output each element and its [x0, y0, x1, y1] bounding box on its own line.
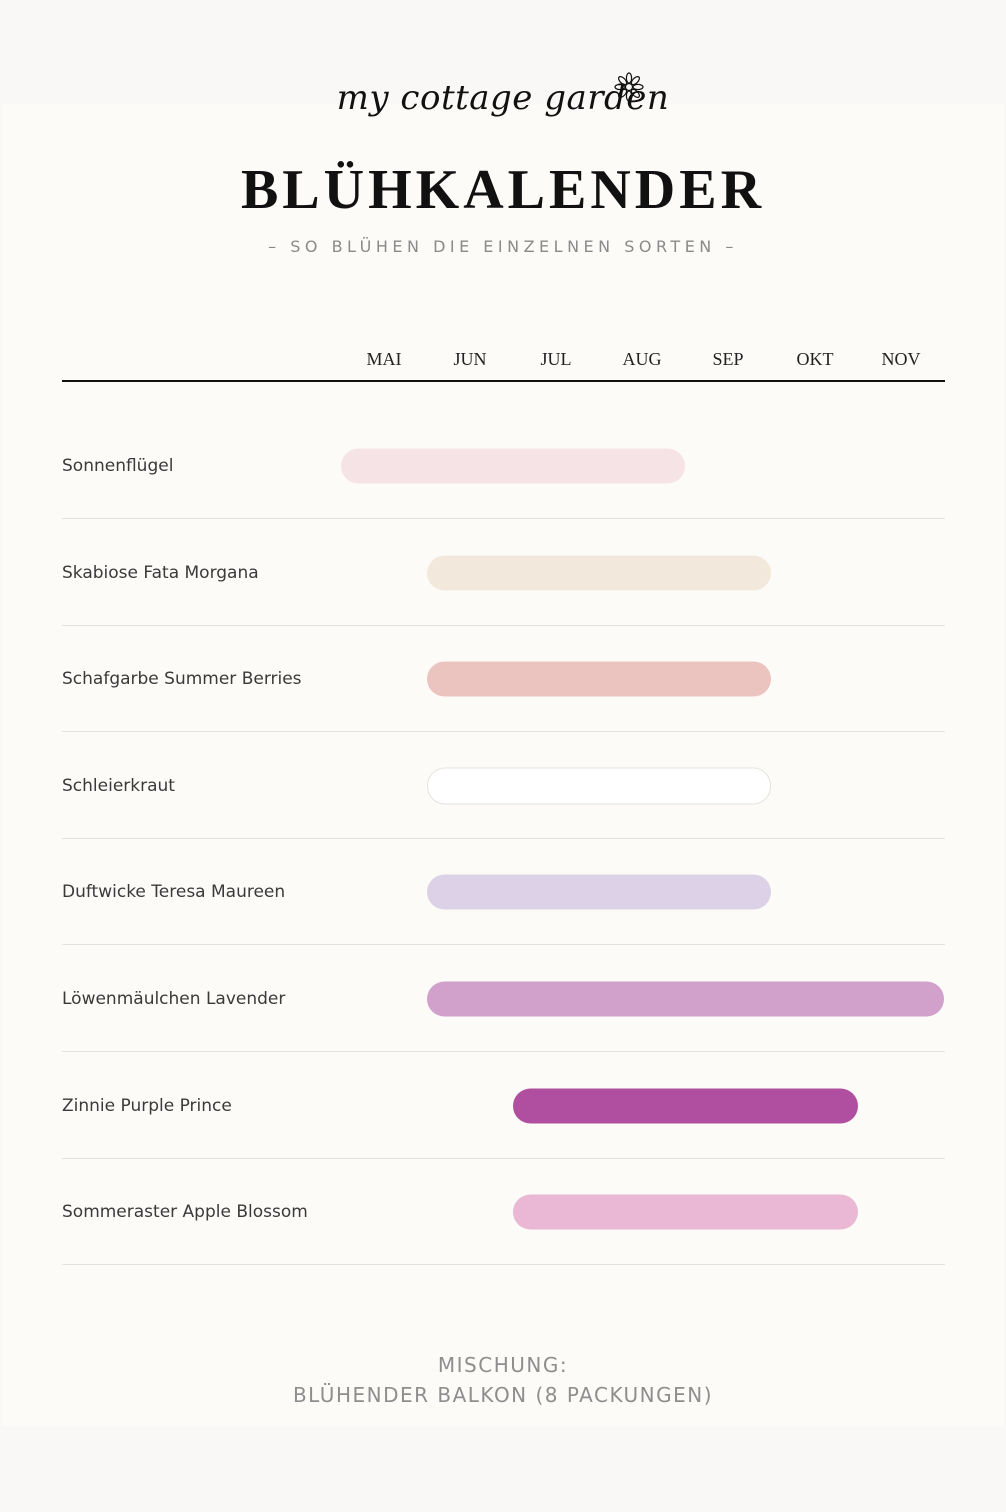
page-subtitle: – SO BLÜHEN DIE EINZELNEN SORTEN – [268, 237, 738, 256]
month-label-jul: JUL [540, 349, 572, 369]
row-separator [62, 1051, 945, 1052]
row-label: Schleierkraut [62, 775, 175, 796]
bloom-bar [513, 1088, 858, 1123]
month-label-nov: NOV [881, 349, 921, 369]
row-label: Löwenmäulchen Lavender [62, 989, 286, 1009]
row-separator [62, 944, 945, 945]
month-axis-line [62, 380, 945, 382]
row-separator [62, 625, 945, 626]
bloom-bar [341, 449, 685, 484]
bloom-bar [513, 1195, 858, 1230]
row-separator [62, 1264, 945, 1265]
row-separator [62, 731, 945, 732]
month-label-sep: SEP [712, 349, 744, 369]
bloom-bar [427, 982, 944, 1017]
row-label: Duftwicke Teresa Maureen [62, 882, 286, 903]
page-title: BLÜHKALENDER [240, 159, 766, 221]
bloom-bar [427, 875, 771, 910]
month-label-okt: OKT [796, 349, 834, 369]
bloom-bar [427, 767, 771, 804]
row-separator [62, 838, 945, 839]
bloom-bar [427, 555, 771, 590]
page-background [2, 104, 1004, 1426]
month-label-mai: MAI [366, 349, 402, 369]
row-label: Schafgarbe Summer Berries [62, 669, 302, 690]
row-separator [62, 518, 945, 519]
row-label: Zinnie Purple Prince [62, 1095, 232, 1116]
footer-mix-name: BLÜHENDER BALKON (8 PACKUNGEN) [292, 1383, 714, 1407]
brand-logo: my cottage garden [336, 78, 670, 118]
row-label: Sonnenflügel [62, 456, 174, 476]
month-label-jun: JUN [453, 349, 487, 369]
flower-icon [614, 72, 644, 102]
bloom-bar [427, 662, 771, 697]
row-separator [62, 1158, 945, 1159]
footer-mix-label: MISCHUNG: [437, 1353, 569, 1377]
row-label: Skabiose Fata Morgana [62, 562, 259, 583]
month-label-aug: AUG [622, 349, 662, 369]
row-label: Sommeraster Apple Blossom [62, 1202, 308, 1223]
